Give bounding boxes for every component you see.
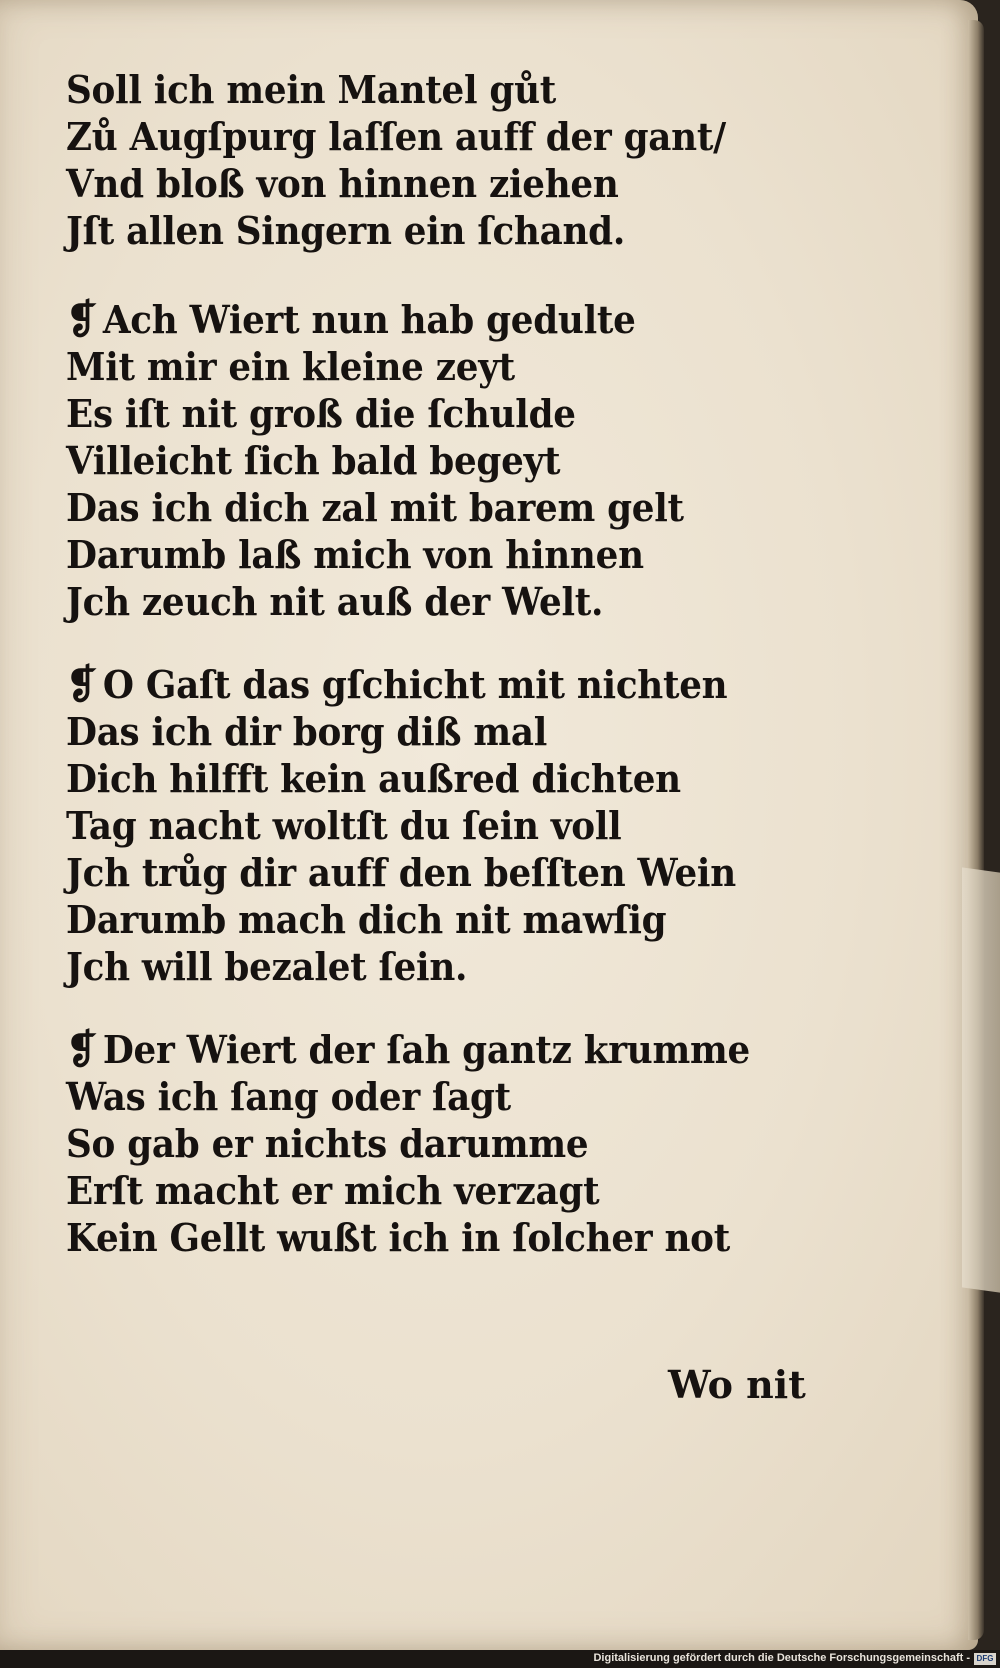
- verse-line: So gab er nichts darumme: [66, 1121, 589, 1166]
- verse-line: [66, 1026, 874, 1073]
- verse-line: Es iſt nit groß die ſchulde: [66, 391, 576, 436]
- verse-line: Darumb mach dich nit mawſig: [66, 897, 667, 942]
- stanza-1: [66, 66, 926, 254]
- verse-line: Zů Augſpurg laſſen auff der gant/: [66, 114, 726, 159]
- verse-line: Jch will bezalet ſein.: [66, 944, 468, 989]
- verse-line-text: O Gaſt das gſchicht mit nichten: [102, 662, 728, 707]
- verse-line: Jch zeuch nit auß der Welt.: [66, 579, 604, 624]
- next-page-edge: [962, 867, 1000, 1292]
- dfg-logo-icon: DFG: [974, 1653, 996, 1665]
- verse-line: [66, 661, 874, 708]
- funding-credit: Digitalisierung gefördert durch die Deutsche Forschungsgemeinschaft -: [593, 1652, 970, 1664]
- page-edge: [968, 20, 984, 1640]
- verse-line: Soll ich mein Mantel gůt: [66, 67, 556, 112]
- verse-line: Erſt macht er mich verzagt: [66, 1168, 600, 1213]
- verse-line: Dich hilfft kein außred dichten: [66, 756, 681, 801]
- verse-line: Tag nacht woltſt du ſein voll: [66, 803, 622, 848]
- verse-line-text: Ach Wiert nun hab gedulte: [102, 297, 636, 342]
- paragraph-mark-icon: ❡: [66, 296, 98, 343]
- verse-line: Jch trůg dir auff den beſſten Wein: [66, 850, 736, 895]
- verse-line: Das ich dich zal mit barem gelt: [66, 485, 684, 530]
- verse-line: Villeicht ſich bald begeyt: [66, 438, 561, 483]
- poem-text: [66, 66, 926, 1261]
- paragraph-mark-icon: ❡: [66, 661, 98, 708]
- verse-line: [66, 296, 874, 343]
- stanza-2: [66, 296, 926, 625]
- verse-line: Das ich dir borg diß mal: [66, 709, 548, 754]
- verse-line: Darumb laß mich von hinnen: [66, 532, 644, 577]
- verse-line-text: Der Wiert der ſah gantz krumme: [102, 1027, 750, 1072]
- paragraph-mark-icon: ❡: [66, 1026, 98, 1073]
- catchword: Wo nit: [668, 1362, 806, 1407]
- verse-line: Was ich ſang oder ſagt: [66, 1074, 511, 1119]
- verse-line: Vnd bloß von hinnen ziehen: [66, 161, 619, 206]
- stanza-3: [66, 661, 926, 990]
- stanza-4: [66, 1026, 926, 1261]
- verse-line: Kein Gellt wußt ich in ſolcher not: [66, 1215, 730, 1260]
- verse-line: Jſt allen Singern ein ſchand.: [66, 208, 626, 253]
- verse-line: Mit mir ein kleine zeyt: [66, 344, 515, 389]
